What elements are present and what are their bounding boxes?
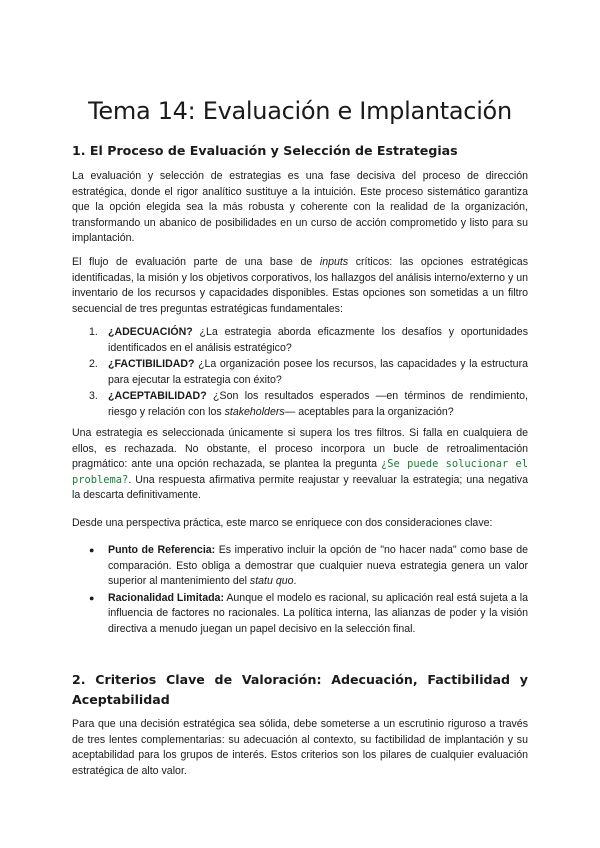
section-1-heading: 1. El Proceso de Evaluación y Selección de Estrategias <box>72 143 458 158</box>
filter-text: — aceptables para la organización? <box>284 405 454 418</box>
filter-questions-list <box>72 325 528 422</box>
emphasis-inputs: inputs <box>319 256 349 268</box>
section-1-paragraph-2 <box>72 255 528 317</box>
list-item <box>72 389 528 420</box>
list-item <box>72 591 528 638</box>
list-item <box>72 543 528 590</box>
filter-text: ¿La estrategia aborda eficazmente los desafíos y oportunidades identificados en el análisis estratégico? <box>108 326 528 354</box>
filter-term: ¿FACTIBILIDAD? <box>108 358 195 371</box>
list-item <box>72 357 528 388</box>
section-2-paragraph-1: Para que una decisión estratégica sea sólida, debe someterse a un escrutinio riguroso a través de tres lentes complementarias: su adecuación al contexto, su factibilidad de implantación y su aceptabilidad para los grupos de interés. Estos criterios son los pilares de cualquier evaluación estratégica de alto valor. <box>72 718 528 777</box>
emphasis-stakeholders: stakeholders <box>224 405 285 418</box>
bullet-icon: ● <box>89 545 95 555</box>
section-1-paragraph-4: Desde una perspectiva práctica, este marco se enriquece con dos consideraciones clave: <box>72 517 493 529</box>
section-1-paragraph-3 <box>72 426 528 504</box>
filter-text: ¿La organización posee los recursos, las capacidades y la estructura para ejecutar la estrategia con éxito? <box>108 358 528 386</box>
considerations-list <box>72 543 528 639</box>
paragraph-text: Una estrategia es seleccionada únicamente si supera los tres filtros. Si falla en cualquiera de ellos, es rechazada. No obstante, el proceso incorpora un bucle de retroalimentación pragmático: ante una opción rechazada, se plantea la pregunta <box>72 427 528 471</box>
list-item <box>72 325 528 356</box>
paragraph-text: El flujo de evaluación parte de una base de <box>72 256 320 268</box>
consideration-term: Racionalidad Limitada: <box>108 591 224 604</box>
list-number: 1. <box>89 326 98 338</box>
list-number: 2. <box>89 358 98 371</box>
filter-term: ¿ADECUACIÓN? <box>108 326 193 338</box>
list-number: 3. <box>89 390 98 403</box>
filter-term: ¿ACEPTABILIDAD? <box>108 390 207 403</box>
bullet-icon: ● <box>89 592 95 603</box>
consideration-text: Es imperativo incluir la opción de "no hacer nada" como base de comparación. Esto obliga a demostrar que cualquier nueva estrategia genera un valor superior al mantenimiento del <box>108 544 528 588</box>
page-title: Tema 14: Evaluación e Implantación <box>88 97 512 125</box>
section-2-heading: 2. Criterios Clave de Valoración: Adecuación, Factibilidad y Aceptabilidad <box>72 672 528 707</box>
emphasis-statu-quo: statu quo <box>249 575 294 588</box>
consideration-text: Aunque el modelo es racional, su aplicación real está sujeta a la influencia de factores no racionales. La política interna, las alianzas de poder y la visión directiva a menudo juegan un papel decisivo en la selección final. <box>108 591 528 635</box>
consideration-text: . <box>293 575 297 588</box>
paragraph-text: . Una respuesta afirmativa permite reajustar y reevaluar la estrategia; una negativa la descarta definitivamente. <box>72 473 528 502</box>
inline-code: ¿Se puede solucionar el problema? <box>72 458 528 486</box>
filter-text: ¿Son los resultados esperados —en términos de rendimiento, riesgo y relación con los <box>108 390 528 418</box>
section-1-paragraph-1: La evaluación y selección de estrategias es una fase decisiva del proceso de dirección estratégica, donde el rigor analítico sustituye a la intuición. Este proceso sistemático garantiza que la opción elegida sea la más robusta y coherente con la realidad de la organización, transformando un abanico de posibilidades en un curso de acción comprometido y listo para su implantación. <box>72 170 528 245</box>
consideration-term: Punto de Referencia: <box>108 544 216 556</box>
paragraph-text: críticos: las opciones estratégicas identificadas, la misión y los objetivos corporativos, los hallazgos del análisis interno/externo y un inventario de los recursos y capacidades disponibles. Estas opciones son sometidas a un filtro secuencial de tres preguntas estratégicas fundamentales: <box>72 256 528 315</box>
